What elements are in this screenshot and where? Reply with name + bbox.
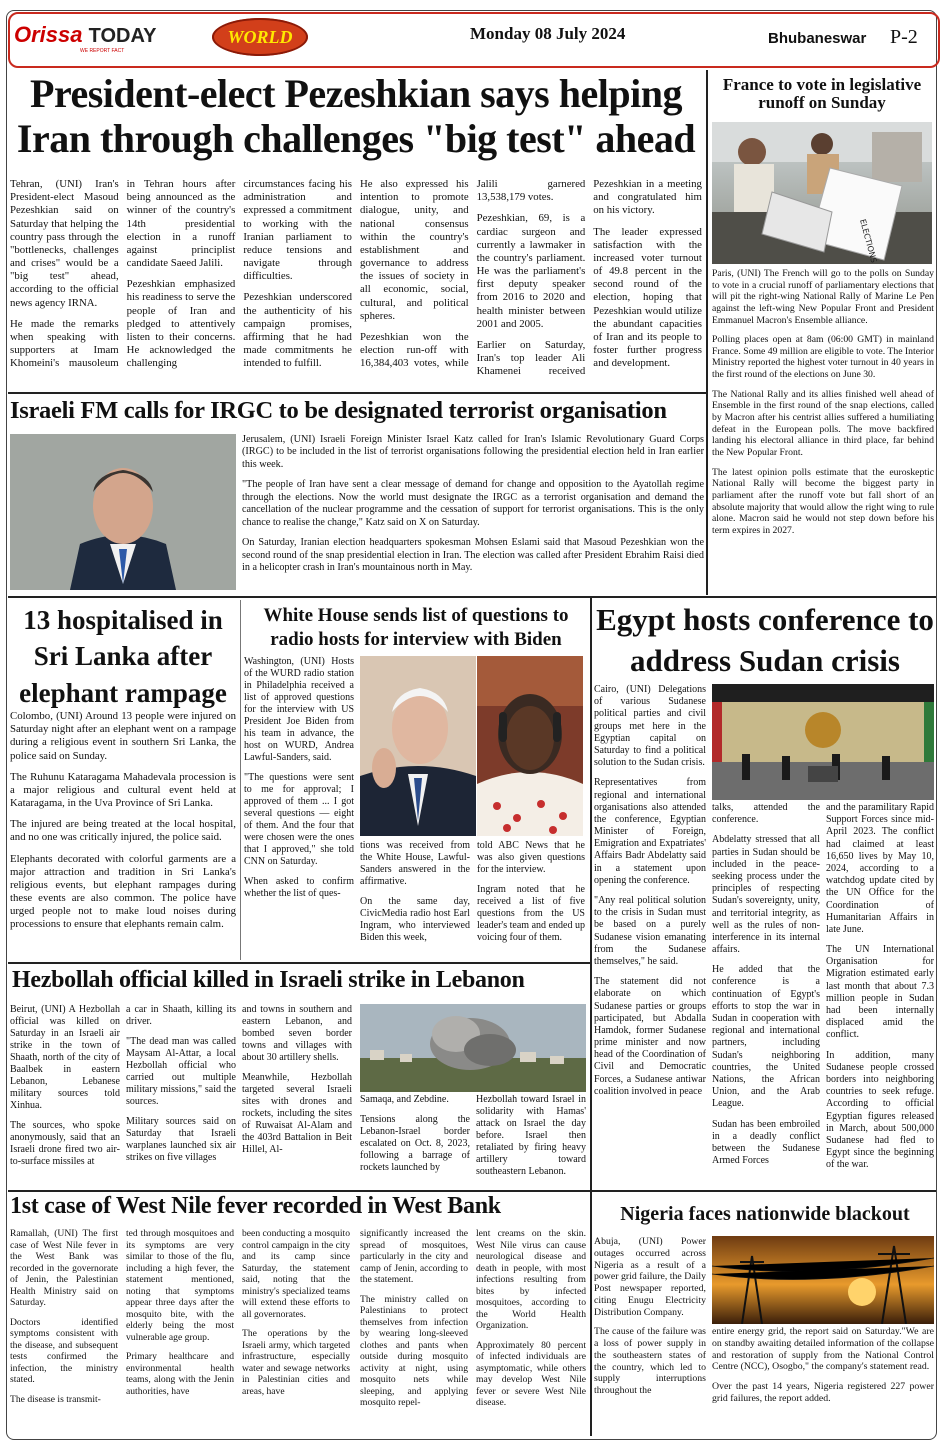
power-pylon-photo — [712, 1236, 934, 1324]
egypt-col1 — [594, 684, 706, 1194]
lead-body — [10, 178, 702, 386]
paragraph: The Ruhunu Kataragama Mahadevala procession is a major religious and cultural event held at Kataragama, in the Uva Province of Sri Lanka. — [10, 770, 236, 810]
paragraph: Military sources said on Saturday that Israeli warplanes launched six air strikes on five villages — [126, 1116, 236, 1163]
divider — [240, 600, 241, 960]
egypt-col3 — [826, 802, 934, 1194]
logo-tagline: WE REPORT FACT — [80, 48, 125, 54]
paragraph: The disease is transmit- — [10, 1393, 101, 1405]
paragraph: Representatives from regional and international organisations also attended the conference, Egyptian Minister of Foreign, Emigration and Expatriates' Affairs Badr Abdelatty said in a statement upon opening the conference. — [594, 777, 706, 886]
paragraph: told ABC News that he was also given questions for the interview. — [477, 840, 585, 875]
paragraph: He made the remarks when speaking with supporters at Imam Khomeini's mausoleum in Tehran hours after being announced as the winner of the country's 14th presidential election in a runoff against principlist candidate Saeed Jalili. — [10, 178, 236, 370]
paragraph: On Saturday, Iranian election headquarters spokesman Mohsen Eslami said that Masoud Pezeshkian won the second round of the snap presidential election in Iran. The election was called after President Ebrahim Raisi died in a helicopter crash in Iran's mountainous north in May. — [242, 537, 704, 573]
paragraph: Meanwhile, Hezbollah targeted several Israeli sites with drones and rockets, including the sites of Ruwaisat Al-Alam and the 403rd Battalion in Beit Hillel, Al- — [242, 1072, 352, 1155]
paragraph: Pezeshkian won the election run-off with 16,384,403 votes, while Jalili garnered 13,538,179 votes. — [359, 178, 586, 370]
paragraph: On the same day, CivicMedia radio host Earl Ingram, who interviewed Biden this week, — [360, 896, 470, 943]
paragraph: been conducting a mosquito control campaign in the city and its camp since Saturday, the statement said, noting that the ministry's specialized teams will extend these efforts to all governorates. — [242, 1228, 350, 1320]
paragraph: The National Rally and its allies finished well ahead of Ensemble in the first round of the snap elections, called by Macron after his centrist allies suffered a humiliating defeat in the European polls. The move backfired landing his electoral alliance in third place, far behind the New Popular Front. — [712, 388, 934, 458]
paragraph: The cause of the failure was a loss of power supply in the southeastern states of the country, which led to supply interruptions throughout the — [594, 1326, 706, 1396]
france-headline: France to vote in legislative runoff on Sunday — [722, 76, 922, 112]
issue-date: Monday 08 July 2024 — [470, 24, 626, 43]
paragraph: Pezeshkian emphasized his readiness to serve the people of Iran and pledged to attentively listen to their concerns. He acknowledged the challenging circumstances facing his administration and expressed a commitment to working with the Iranian parliament to reduce tensions and navigate through difficulties. — [126, 178, 352, 370]
hezbollah-headline: Hezbollah official killed in Israeli strike in Lebanon — [12, 968, 525, 993]
paragraph: significantly increased the spread of mosquitoes, particularly in the city and camp of Jenin, according to the statement. — [360, 1228, 468, 1285]
srilanka-headline: 13 hospitalised in Sri Lanka after elephant rampage — [19, 605, 227, 708]
paragraph: Sudan has been embroiled in a deadly conflict between the Sudanese Armed Forces — [712, 1118, 820, 1167]
paragraph: The statement did not elaborate on which Sudanese parties or groups participated, but Abdalla Hamdok, former Sudanese prime minister and now head of the Coordination of Civil and Democratic Forces, a Sudanese antiwar coalition involved in peace — [594, 976, 706, 1097]
paragraph: Polling places open at 8am (06:00 GMT) in mainland France. Some 49 million are eligible to vote. The Interior Ministry reported the highest voter turnout in 40 years in the first round of the elections on June 30. — [712, 334, 934, 381]
whitehouse-col2 — [360, 840, 470, 960]
paragraph: Washington, (UNI) Hosts of the WURD radio station in Philadelphia received a list of approved questions for the interview with US President Joe Biden from his team in advance, the host on WURD, Andrea Lawful-Sanders, said. — [244, 656, 354, 763]
hezbollah-col5 — [476, 1094, 586, 1188]
ballot-label: ELECTIONS — [858, 218, 879, 264]
paragraph: Beirut, (UNI) A Hezbollah official was killed on Saturday in an Israeli air strike in the town of Shaath, north of the city of Baalbek in eastern Lebanon, Lebanese military sources told Xinhua. — [10, 1004, 120, 1111]
paragraph: a car in Shaath, killing its driver. — [126, 1004, 236, 1027]
paragraph: "The questions were sent to me for approval; I approved of them ... I got several questions — eight of them. And the four that were chosen were the ones that I approved," she told CNN on Saturday. — [244, 772, 354, 867]
westnile-headline: 1st case of West Nile fever recorded in West Bank — [10, 1194, 501, 1219]
paragraph: talks, attended the conference. — [712, 802, 820, 826]
paragraph: entire energy grid, the report said on Saturday."We are on standby awaiting detailed information of the collapse and restoration of supply from the National Control Centre (NCC), Osogbo," the company's statement read. — [712, 1326, 934, 1373]
nigeria-col2 — [712, 1326, 934, 1432]
hezbollah-col1 — [10, 1004, 120, 1188]
airstrike-smoke-photo — [360, 1004, 586, 1092]
france-body — [712, 268, 934, 592]
paragraph: The latest opinion polls estimate that the euroskeptic National Rally will become the biggest party in parliament after the runoff vote but fall short of an absolute majority that would allow the right wing to rule alone. Macron said he would not step down before his term expires in 2027. — [712, 466, 934, 536]
israel-fm-headline: Israeli FM calls for IRGC to be designated terrorist organisation — [10, 398, 667, 424]
paragraph: Hezbollah toward Israel in solidarity with Hamas' attack on Israel the day before. Israel then retaliated by firing heavy artillery toward southeastern Lebanon. — [476, 1094, 586, 1177]
hezbollah-col3 — [242, 1004, 352, 1188]
paragraph: The sources, who spoke anonymously, said that an Israeli drone fired two air-to-surface missiles at — [10, 1120, 120, 1167]
paragraph: Abdelatty stressed that all parties in Sudan should be included in the peace-seeking process under the principles of respecting Sudan's sovereignty, unity, and territorial integrity, as well as the rules of non-interference in its internal affairs. — [712, 834, 820, 956]
paragraph: When asked to confirm whether the list of ques- — [244, 876, 354, 899]
paragraph: In addition, many Sudanese people crossed borders into neighboring countries to seek refuge. According to official Egyptian figures released in March, about 500,000 Sudanese had fled to Egypt since the beginning of the war. — [826, 1049, 934, 1171]
paragraph: Abuja, (UNI) Power outages occurred across Nigeria as a result of a power grid failure, the Daily Post newspaper reported, citing Enugu Electricity Distribution Company. — [594, 1236, 706, 1318]
paragraph: Earlier on Saturday, Iran's top leader Ali Khamenei received Pezeshkian in a meeting and congratulated him on his victory. — [476, 178, 702, 378]
paragraph: lent creams on the skin. West Nile virus can cause neurological disease and death in people, with most infections resulting from bites by infected mosquitoes, according to the World Health Organization. — [476, 1228, 586, 1331]
logo — [14, 22, 156, 48]
paragraph: "The people of Iran have sent a clear message of demand for change and opposition to the Ayatollah regime through the elections. Now the world must designate the IRGC as a terrorist organisation and demand the cancellation of the nuclear programme and the cessation of support for terrorist organisations. This is the only chance to realise the change," Katz said on X on Saturday. — [242, 479, 704, 528]
srilanka-body — [10, 710, 236, 958]
paragraph: The operations by the Israeli army, which targeted infrastructure, especially water and sewage networks in Palestinian cities and areas, have — [242, 1328, 350, 1397]
paragraph: Ingram noted that he received a list of five questions from the US leader's team and ended up voicing four of them. — [477, 884, 585, 943]
whitehouse-headline: White House sends list of questions to radio hosts for interview with Biden — [263, 605, 569, 650]
paragraph: The UN International Organisation for Migration estimated early last month that about 7.3 million people in Sudan had been internally displaced amid the conflict. — [826, 944, 934, 1041]
whitehouse-col1 — [244, 656, 354, 960]
paragraph: ted through mosquitoes and its symptoms are very similar to those of the flu, including a high fever, the statement mentioned, noting that symptoms appear three days after the mosquito bite, with the elderly being the most vulnerable age group. — [126, 1228, 234, 1343]
paragraph: Pezeshkian underscored the authenticity of his campaign promises, affirming that he had made commitments he intended to fulfill. — [243, 291, 352, 370]
paragraph: Jerusalem, (UNI) Israeli Foreign Minister Israel Katz called for Iran's Islamic Revolutionary Guard Corps (IRGC) to be included in the list of terrorist organisations following the presidential election held in Iran earlier this week. — [242, 434, 704, 470]
katz-portrait-photo — [10, 434, 236, 590]
whitehouse-col3 — [477, 840, 585, 960]
biden-photo — [360, 656, 476, 836]
paragraph: Tehran, (UNI) Iran's President-elect Masoud Pezeshkian said on Saturday that helping the country pass through the "bottlenecks, challenges and crises" would be a "big test" ahead, according to the official news agency IRNA. — [10, 178, 119, 309]
paragraph: Paris, (UNI) The French will go to the polls on Sunday to vote in a crucial runoff of parliamentary elections that will pit the right-wing National Rally of Marine Le Pen against the left-wing New Popular Front and President Emmanuel Macron's Ensemble alliance. — [712, 268, 934, 326]
paragraph: Ramallah, (UNI) The first case of West Nile fever in the West Bank was recorded in the governorate of Jenin, the Palestinian Health Ministry said on Saturday. — [10, 1228, 118, 1308]
westnile-col2 — [126, 1228, 234, 1432]
divider — [590, 1196, 592, 1436]
logo-today: TODAY — [88, 25, 157, 47]
westnile-col5 — [476, 1228, 586, 1432]
paragraph: Over the past 14 years, Nigeria registered 227 power grid failures, the report added. — [712, 1381, 934, 1404]
paragraph: Cairo, (UNI) Delegations of various Sudanese political parties and civil groups met here in the Egyptian capital on Saturday to find a political solution to the Sudan crisis. — [594, 684, 706, 769]
paragraph: He added that the conference is a continuation of Egypt's efforts to stop the war in Sudan in cooperation with regional and international partners, including Sudan's neighboring countries, the United Nations, the African Union, and the Arab League. — [712, 964, 820, 1110]
paragraph: Primary healthcare and environmental health teams, along with the Jenin authorities, have — [126, 1351, 234, 1397]
paragraph: and towns in southern and eastern Lebanon, and bombed seven border towns and villages with about 30 artillery shells. — [242, 1004, 352, 1063]
paragraph: Approximately 80 percent of infected individuals are asymptomatic, while others may develop West Nile fever or severe West Nile disease. — [476, 1339, 586, 1408]
westnile-col3 — [242, 1228, 350, 1432]
paragraph: The leader expressed satisfaction with the increased voter turnout of 49.8 percent in the second round of the election, hoping that Pezeshkian would utilize the abundant capacities of Iran and its people to foster further progress and development. — [593, 225, 702, 370]
sudan-conference-photo — [712, 684, 934, 800]
edition-city: Bhubaneswar — [768, 30, 867, 47]
nigeria-headline: Nigeria faces nationwide blackout — [620, 1204, 910, 1225]
egypt-headline: Egypt hosts conference to address Sudan crisis — [596, 602, 934, 678]
westnile-col1 — [10, 1228, 118, 1432]
hezbollah-col2 — [126, 1004, 236, 1188]
westnile-col4 — [360, 1228, 468, 1432]
paragraph: Elephants decorated with colorful garments are a major attraction and tradition in Sri Lanka's religious events, but elephant rampages during these events are also common. The police have urged people not to make loud noises during processions to ensure that elephants remain calm. — [10, 852, 236, 931]
page-number: P-2 — [890, 26, 918, 48]
divider — [8, 1190, 936, 1192]
paragraph: "The dead man was called Maysam Al-Attar, a local Hezbollah official who carried out multiple military missions," said the sources. — [126, 1036, 236, 1107]
divider — [8, 962, 590, 964]
nigeria-col1 — [594, 1236, 706, 1432]
divider — [8, 596, 936, 598]
egypt-col2 — [712, 802, 820, 1194]
divider — [8, 392, 706, 394]
israel-fm-body — [242, 434, 704, 592]
divider — [706, 70, 708, 595]
divider — [590, 596, 592, 1196]
paragraph: Samaqa, and Zebdine. — [360, 1094, 449, 1105]
paragraph: Colombo, (UNI) Around 13 people were injured on Saturday night after an elephant went on a rampage during a religious event in southern Sri Lanka, the police said on Sunday. — [10, 710, 236, 762]
paragraph: Tensions along the Lebanon-Israel border escalated on Oct. 8, 2023, following a barrage of rockets launched by — [360, 1114, 470, 1173]
logo-main: Orissa — [14, 22, 83, 47]
paragraph: He also expressed his intention to promote dialogue, unity, and national consensus within the country's establishment and governance to address the issues of society in all economic, social, cultural, and political spheres. — [359, 178, 469, 322]
paragraph: tions was received from the White House, Lawful-Sanders answered in the affirmative. — [360, 840, 470, 887]
paragraph: The injured are being treated at the local hospital, and no one was critically injured, the police said. — [10, 818, 236, 844]
paragraph: and the paramilitary Rapid Support Forces since mid-April 2023. The conflict had claimed at least 16,650 lives by May 10, 2024, according to a watchdog update cited by the UN Office for the Coordination of Humanitarian Affairs in late June. — [826, 802, 934, 935]
lawful-sanders-photo — [477, 656, 583, 836]
paragraph: Doctors identified symptoms consistent with the disease, and subsequent tests confirmed the infection, the ministry stated. — [10, 1316, 118, 1385]
paragraph: "Any real political solution to the crisis in Sudan must be based on a purely Sudanese vision emanating from the Sudanese themselves," he said. — [594, 895, 706, 967]
paragraph: Pezeshkian, 69, is a cardiac surgeon and currently a lawmaker in the country's parliament. He was the parliament's first deputy speaker from 2016 to 2020 and health minister between 2001 and 2005. — [476, 212, 586, 330]
lead-headline: President-elect Pezeshkian says helping Iran through challenges "big test" ahead — [16, 72, 696, 161]
paragraph: The ministry called on Palestinians to protect themselves from infection by wearing long-sleeved clothes and pants when outside during mosquito activity at night, using mosquito nets while sleeping, and applying mosquito repel- — [360, 1293, 468, 1408]
hezbollah-col4 — [360, 1094, 470, 1188]
section-badge: WORLD — [212, 18, 308, 56]
france-voting-photo — [712, 122, 932, 264]
